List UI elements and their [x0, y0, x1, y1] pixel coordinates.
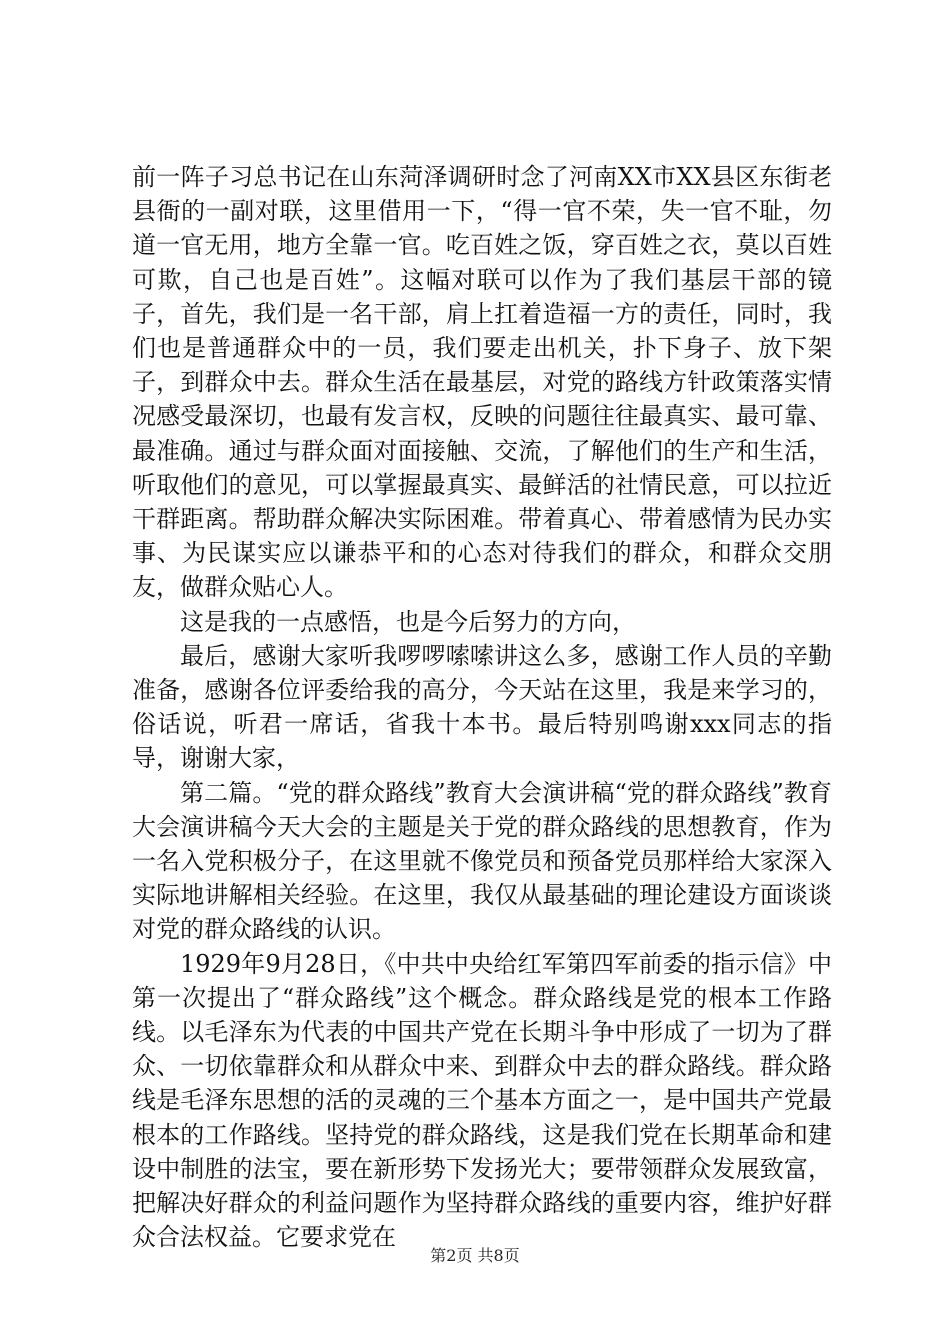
paragraph-1: 前一阵子习总书记在山东菏泽调研时念了河南XX市XX县区东街老县衙的一副对联，这里借用一下，“得一官不荣，失一官不耻，勿道一官无用，地方全靠一官。吃百姓之饭，穿百姓之衣，莫以百姓可欺，自己也是百姓”。这幅对联可以作为了我们基层干部的镜子，首先，我们是一名干部，肩上扛着造福一方的责任，同时，我们也是普通群众中的一员，我们要走出机关，扑下身子、放下架子，到群众中去。群众生活在最基层，对党的路线方针政策落实情况感受最深切，也最有发言权，反映的问题往往最真实、最可靠、最准确。通过与群众面对面接触、交流，了解他们的生产和生活，听取他们的意见，可以掌握最真实、最鲜活的社情民意，可以拉近干群距离。帮助群众解决实际困难。带着真心、带着感情为民办实事、为民谋实应以谦恭平和的心态对待我们的群众，和群众交朋友，做群众贴心人。 [132, 163, 832, 602]
paragraph-5: 1929年9月28日，《中共中央给红军第四军前委的指示信》中第一次提出了“群众路线”这个概念。群众路线是党的根本工作路线。以毛泽东为代表的中国共产党在长期斗争中形成了一切为了群众、一切依靠群众和从群众中来、到群众中去的群众路线。群众路线是毛泽东思想的活的灵魂的三个基本方面之一，是中国共产党最根本的工作路线。坚持党的群众路线，这是我们党在长期革命和建设中制胜的法宝，要在新形势下发扬光大；要带领群众发展致富，把解决好群众的利益问题作为坚持群众路线的重要内容，维护好群众合法权益。它要求党在 [132, 949, 832, 1252]
paragraph-4: 第二篇。“党的群众路线”教育大会演讲稿“党的群众路线”教育大会演讲稿今天大会的主题是关于党的群众路线的思想教育，作为一名入党积极分子，在这里就不像党员和预备党员那样给大家深入实际地讲解相关经验。在这里，我仅从最基础的理论建设方面谈谈对党的群众路线的认识。 [132, 778, 832, 944]
paragraph-2: 这是我的一点感悟，也是今后努力的方向， [180, 607, 636, 636]
document-body [132, 160, 832, 1255]
page-footer: 第2页 共8页 [430, 1246, 520, 1265]
paragraph-3: 最后，感谢大家听我啰啰嗦嗦讲这么多，感谢工作人员的辛勤准备，感谢各位评委给我的高分，今天站在这里，我是来学习的，俗话说，听君一席话，省我十本书。最后特别鸣谢xxx同志的指导，谢谢大家， [132, 641, 832, 773]
